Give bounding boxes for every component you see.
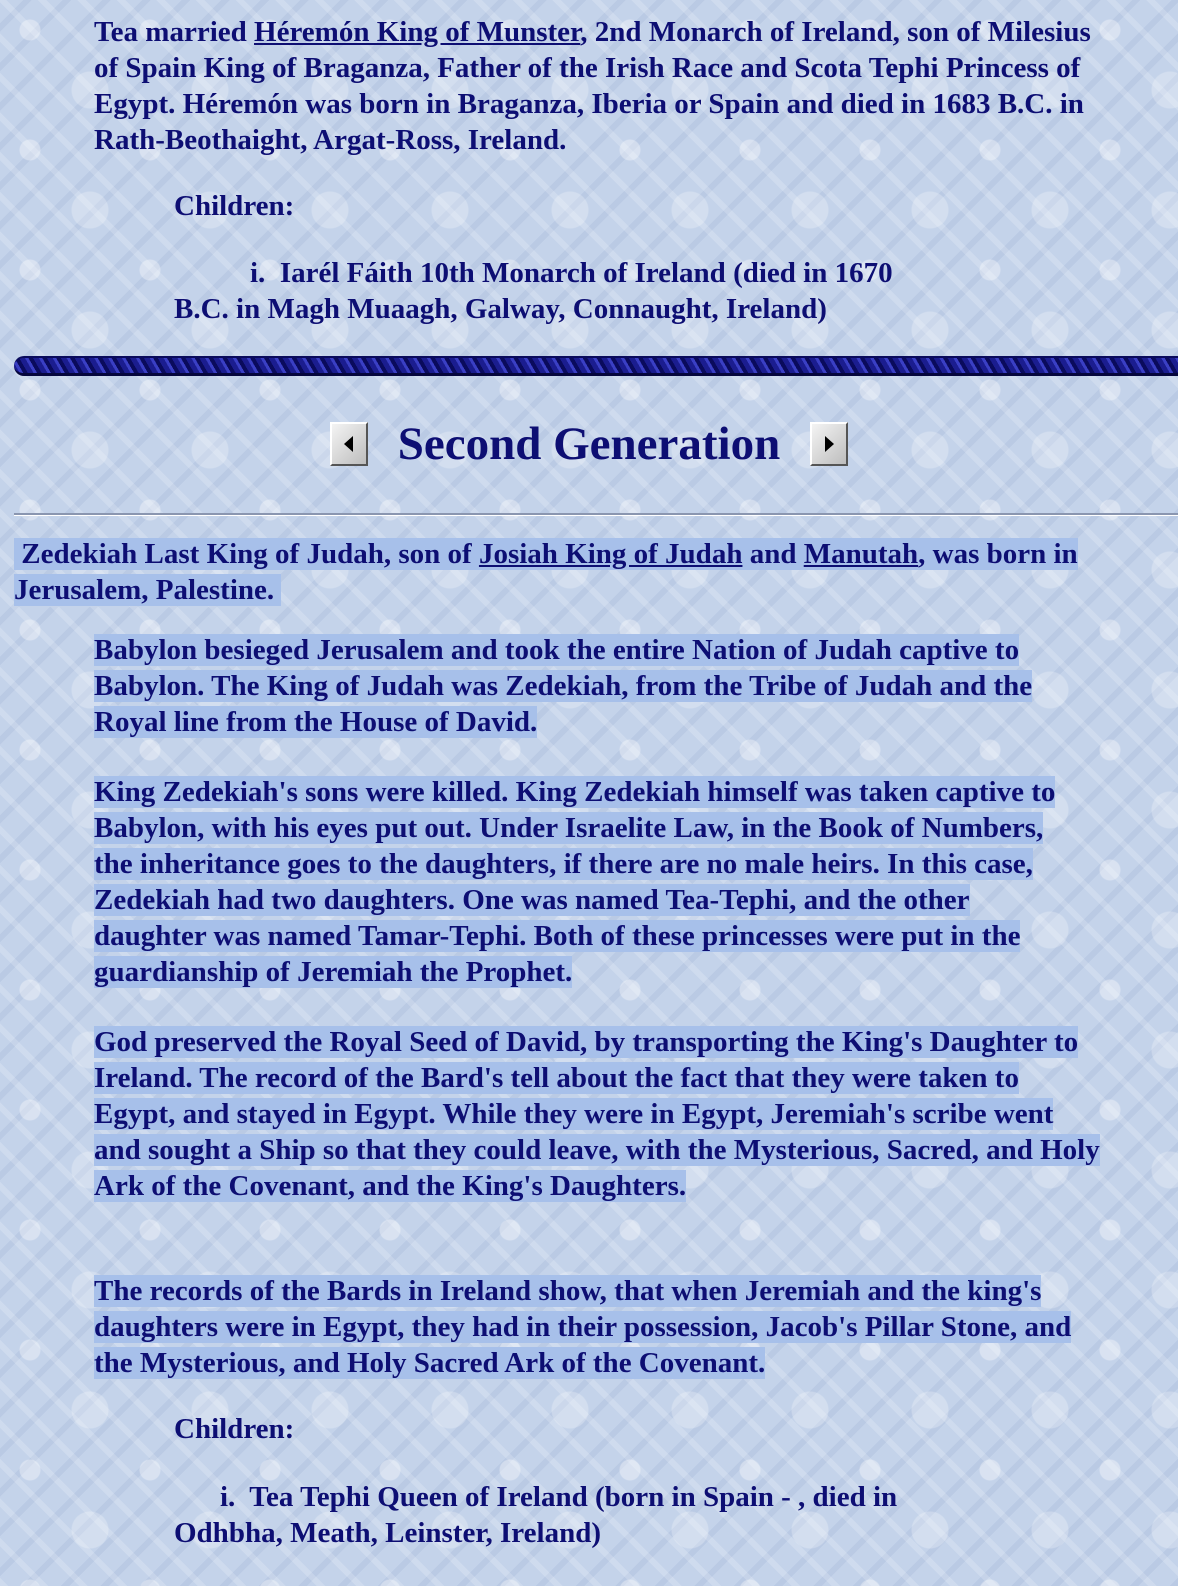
child-text-2: Tea Tephi Queen of Ireland (born in Spain - , died in [249, 1481, 898, 1513]
note-paragraph-4 [94, 1273, 1094, 1381]
father-link[interactable]: Josiah King of Judah [478, 538, 743, 570]
and-text: and [742, 538, 804, 570]
spouse-link[interactable]: Héremón King of Munster [254, 16, 581, 48]
person-paragraph [14, 536, 1164, 608]
prev-generation-button[interactable] [330, 422, 368, 466]
married-text: , 2nd Monarch of Ireland, son of Milesius of Spain King of Braganza, Father of the Irish Race and Scota Tephi Princess of Egypt. Héremón was born in Braganza, Iberia or Spain and died in 1683 B.C. in Rath-Beothaight, Argat-Ross, Ireland. [94, 16, 1091, 156]
born-text: , was born in Jerusalem, Palestine. [14, 538, 1078, 606]
child-entry-2 [220, 1479, 897, 1515]
left-arrow-icon [344, 436, 354, 452]
child-number-2: i. [220, 1481, 236, 1513]
son-of-text: , son of [383, 538, 479, 570]
note-paragraph-2 [94, 774, 1074, 990]
generation-heading-row [0, 416, 1178, 472]
person-name: Zedekiah Last King of Judah [21, 538, 384, 570]
married-prefix: Tea married [94, 16, 255, 48]
generation-title: Second Generation [397, 418, 781, 470]
note-paragraph-1 [94, 632, 1094, 740]
note-text-4: The records of the Bards in Ireland show, that when Jeremiah and the king's daughters were in Egypt, they had in their possession, Jacob's Pillar Stone, and the Mysterious, and Holy Sacred Ark of the Covenant. [94, 1275, 1072, 1379]
next-generation-button[interactable] [810, 422, 848, 466]
note-text-2: King Zedekiah's sons were killed. King Zedekiah himself was taken captive to Babylon, with his eyes put out. Under Israelite Law, in the Book of Numbers, the inheritance goes to the daughters, if there are no male heirs. In this case, Zedekiah had two daughters. One was named Tea-Tephi, and the other daughter was named Tamar-Tephi. Both of these princesses were put in the guardianship of Jeremiah the Prophet. [94, 776, 1056, 988]
child-entry-cont: B.C. in Magh Muaagh, Galway, Connaught, Ireland) [174, 293, 827, 325]
mother-link[interactable]: Manutah [803, 538, 919, 570]
celtic-divider [14, 356, 1178, 376]
note-text-1: Babylon besieged Jerusalem and took the entire Nation of Judah captive to Babylon. The King of Judah was Zedekiah, from the Tribe of Judah and the Royal line from the House of David. [94, 634, 1033, 738]
note-text-3: God preserved the Royal Seed of David, by transporting the King's Daughter to Ireland. The record of the Bard's tell about the fact that they were taken to Egypt, and stayed in Egypt. While they were in Egypt, Jeremiah's scribe went and sought a Ship so that they could leave, with the Mysterious, Sacred, and Holy Ark of the Covenant, and the King's Daughters. [94, 1026, 1100, 1202]
child-entry-2-cont: Odhbha, Meath, Leinster, Ireland) [174, 1517, 601, 1549]
spouse-paragraph [94, 14, 1114, 158]
children-label-2: Children: [174, 1413, 295, 1445]
right-arrow-icon [824, 436, 834, 452]
child-entry [250, 255, 893, 291]
child-text: Iarél Fáith 10th Monarch of Ireland (died in 1670 [279, 257, 893, 289]
horizontal-rule [14, 513, 1178, 516]
children-label: Children: [174, 190, 295, 222]
child-number: i. [250, 257, 266, 289]
note-paragraph-3 [94, 1024, 1104, 1204]
